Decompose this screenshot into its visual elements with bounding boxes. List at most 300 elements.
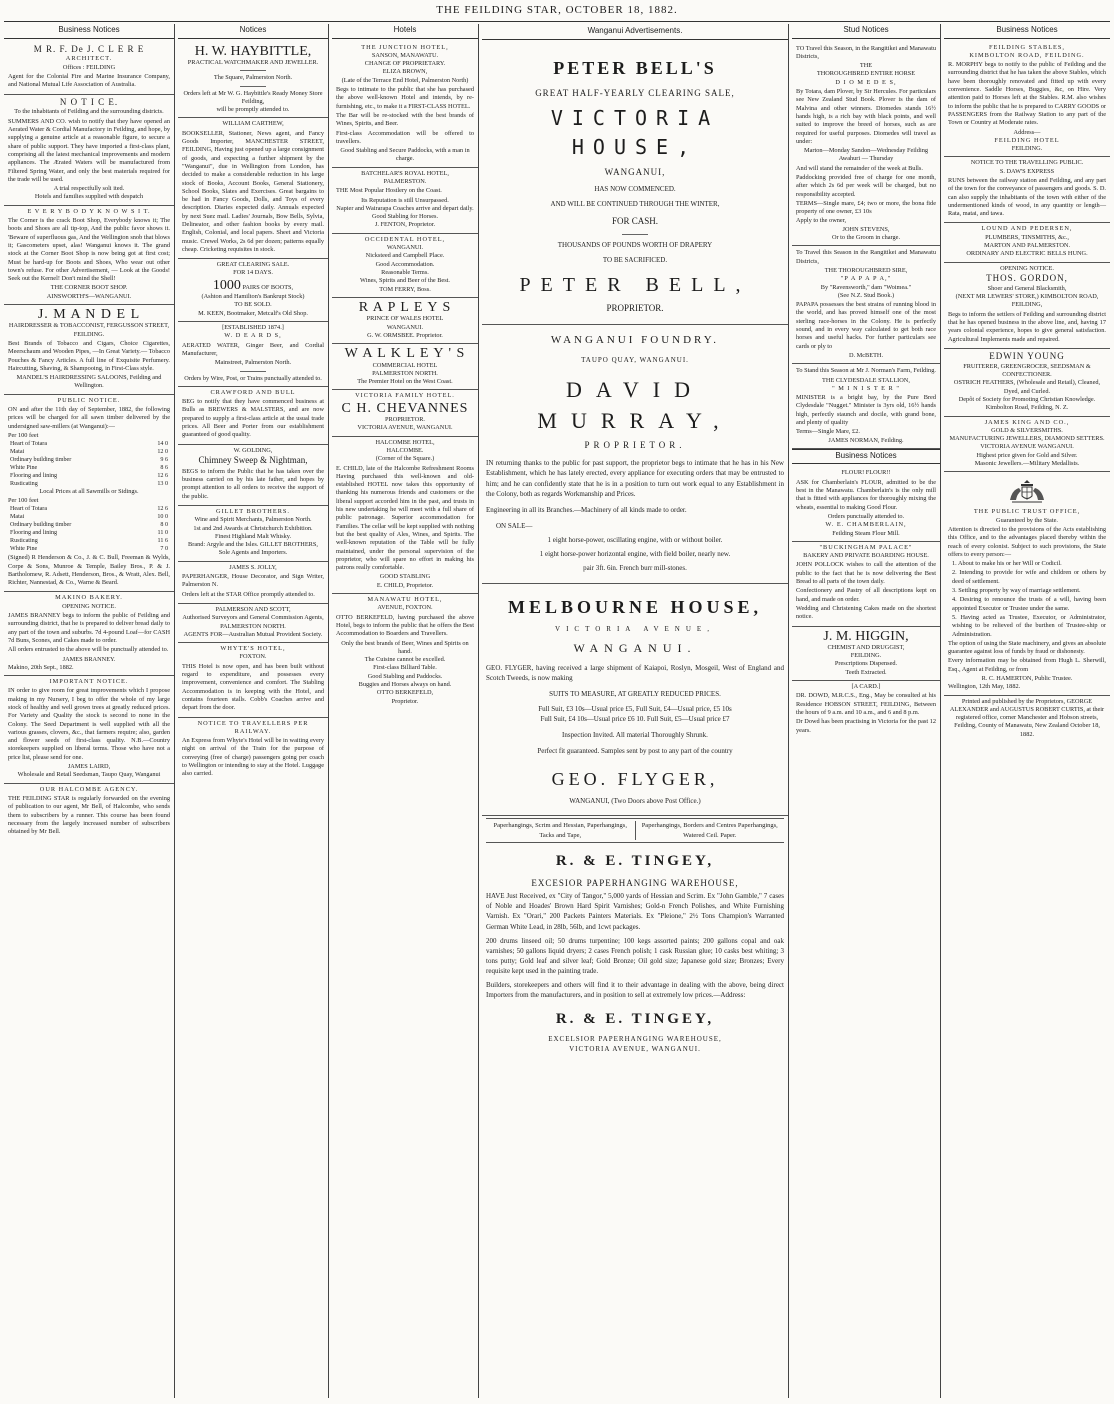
price-row — [8, 440, 170, 448]
timber-price-table-b — [8, 505, 170, 553]
ad-subtitle: PROPRIETOR. — [385, 416, 425, 424]
ad-signature: OTTO BERKEFELD, — [376, 689, 434, 697]
trust-list — [948, 560, 1106, 639]
royal-coat-of-arms-icon — [1004, 476, 1050, 506]
sale-item: pair 3ft. 6in. French burr mill-stones. — [583, 564, 687, 573]
ad-signature: JOHN STEVENS, — [842, 225, 890, 233]
price-item: Matai — [10, 449, 25, 456]
ad-line: THE CORNER BOOT SHOP. — [50, 284, 128, 292]
ad-signature: D. McBETH. — [848, 351, 884, 359]
ad-line: PALMERSTON NORTH. — [372, 369, 438, 377]
ad-buckingham — [792, 542, 940, 627]
ad-signature: R. C. HAMERTON, Public Trustee. — [981, 675, 1073, 682]
price-row — [8, 505, 170, 513]
ad-body: GEO. FLYGER, having received a large shipment of Kaiapoi, Roslyn, Mosgeil, West of England and Scotch Tweeds, is now making — [486, 664, 784, 683]
column-subheading: Business Notices — [792, 449, 940, 465]
ad-line: Wines, Spirits and Beer of the Best. — [360, 277, 450, 285]
ad-body: PAPAPA possesses the best strains of running blood in the world, and has proved himself one of the most sterling race-horses in the Colony. He is perfectly sound, and in every way calculated to get both race horses and useful hacks. For further particulars see cards or ply to — [796, 301, 936, 350]
ad-line: The Bar will be re-stocked with the best brands of Wines, Spirits, and Beer. — [336, 111, 474, 128]
ad-body: BEGS to inform the Public that he has taken over the business carried on by his late father, and hopes by prompt attention to all orders to receive the support of the public. — [182, 467, 324, 500]
ad-subtitle: CHEMIST AND DRUGGIST, — [827, 643, 905, 651]
sale-item: 1 eight horse-power horizontal engine, with field boiler, nearly new. — [539, 550, 731, 559]
ad-public-trust — [944, 472, 1110, 695]
ad-minister — [792, 364, 940, 449]
ad-subtitle: PALMERSTON. — [383, 178, 427, 185]
ad-body: THIS Hotel is now open, and has been built without regard to expenditure, and possesses every improvement, convenience and comfort. The Stabling Accommodation is in keeping with the Hotel, and contains fourteen stalls. Cobb's Coaches arrive and depart from the door. — [182, 662, 324, 712]
ad-title: LOUND AND PEDERSEN, — [981, 225, 1073, 233]
ad-subtitle: THE CLYDESDALE STALLION, — [822, 376, 910, 384]
ad-title: J. M A N D E L — [37, 307, 141, 323]
ad-title: MAKINO BAKERY. — [55, 594, 123, 602]
ad-occidental — [332, 234, 478, 298]
ad-line: A trial respectfully soli ited. — [53, 185, 125, 193]
ad-line: All orders entrusted to the above will be punctually attended to. — [8, 646, 169, 654]
ad-manawatu-hotel — [332, 594, 478, 709]
ad-batchelar — [332, 168, 478, 234]
ad-line: Reasonable Terms. — [381, 268, 429, 276]
ad-body: JAMES BRANNEY begs to inform the public of Feilding and surrounding district, that he is prepared to deliver bread daily to any part of the town and suburbs. 7d 4-pound Loaf—for CASH 7d Buns, Scones, and Cakes made to order. — [8, 612, 170, 644]
ad-line: VICTORIA AVENUE, WANGANUI. — [357, 424, 453, 432]
ad-wanganui-foundry — [482, 325, 788, 583]
ad-signature: J. FENTON, Proprietor. — [374, 221, 436, 229]
ad-line: Teeth Extracted. — [845, 668, 887, 676]
ad-line: Good Stabling and Paddocks. — [367, 672, 443, 680]
ad-signature: G. W. ORMSBEE. Proprietor. — [367, 331, 443, 339]
column-hotels — [332, 24, 479, 1398]
ad-line: MARTON AND PALMERSTON. — [983, 242, 1071, 250]
ad-title: DAVID MURRAY, — [537, 376, 733, 434]
ad-body: Attention is directed to the provisions of the Acts establishing this Office, and to the advantages placed thereby within the reach of every colonist. Subject to such provisions, the State offers to every person:— — [948, 525, 1106, 558]
ad-line: TO BE SACRIFICED. — [602, 256, 668, 265]
ad-line: Only the best brands of Beer, Wines and Spirits on hand. — [341, 639, 469, 655]
ad-line: Kimbolton Road, Feilding, N. Z. — [985, 404, 1069, 412]
ad-line: (NEXT MR LEWERS' STORE,) KIMBOLTON ROAD, FEILDING, — [955, 293, 1099, 309]
ad-title: NOTICE TO THE TRAVELLING PUBLIC. — [970, 159, 1084, 167]
ad-line: 1st and 2nd Awards at Christchurch Exhibition. — [193, 524, 313, 532]
ad-title: PUBLIC NOTICE. — [57, 396, 121, 404]
price-heading: Per 100 feet — [8, 431, 39, 439]
divider — [622, 234, 648, 235]
ad-body: JOHN POLLOCK wishes to call the attention of the public to the fact that he is now delivering the Best Bread to all parts of the town daily. — [796, 561, 936, 586]
ad-body: RUNS between the railway station and Feilding, and any part of the town for the conveyance of passengers and goods. S. D. can also supply the inhabitants of the town with either of the undermentioned kinds of wood, in any quantity or length—Rata, matai, and tawa. — [948, 177, 1106, 218]
ad-summers — [4, 95, 174, 206]
ad-chevannes — [332, 390, 478, 436]
ad-title: FLOUR! FLOUR!! — [841, 469, 891, 477]
ad-line: Perfect fit guaranteed. Samples sent by post to any part of the country — [537, 747, 733, 756]
price-row — [8, 472, 170, 480]
ad-title: WHYTE'S HOTEL, — [220, 645, 286, 653]
ad-title: BATCHELAR'S ROYAL HOTEL, — [361, 169, 449, 177]
ad-title: R A P L E Y S — [358, 299, 452, 315]
ad-line: WANGANUI. — [573, 640, 697, 655]
ad-subtitle: THE THOROUGHBRED SIRE, — [824, 266, 908, 274]
price-value: 9 6 — [160, 457, 168, 464]
ad-body: BEG to notify that they have commenced business at Bulls as BREWERS & MALSTERS, and are now prepared to supply a first-class article at the usual trade prices. All Beer and Porter from our establishment guaranteed of good quality. — [182, 398, 324, 439]
ad-subtitle: BAKERY AND PRIVATE BOARDING HOUSE. — [803, 552, 929, 560]
ad-title: WANGANUI FOUNDRY. — [550, 334, 720, 347]
ad-body: MINISTER is a bright bay, by the Pure Bred Clydesdale "Nugget." Minister is 3yrs old, 16½ hands high, perfectly staunch and docile, with grand bone, and plenty of quality — [796, 394, 936, 427]
ad-line: (Late of the Terrace End Hotel, Palmerston North) — [341, 76, 469, 84]
price-item: Ordinary building timber — [10, 522, 72, 529]
ad-line: Engineering in all its Branches.—Machinery of all kinds made to order. — [486, 505, 687, 514]
ad-line: (See N.Z. Stud Book.) — [837, 291, 895, 299]
ad-title: E V E R Y B O D Y K N O W S I T. — [27, 207, 151, 215]
ad-body: Builders, storekeepers and others will find it to their advantage in dealing with the above, being direct Importers from the manufacturers, and in position to sell at extremely low prices.—Address: — [486, 981, 784, 1000]
ad-line: Its Reputation is still Unsurpassed. — [361, 196, 449, 204]
ad-line: AGENTS FOR—Australian Mutual Provident Society. — [183, 630, 323, 638]
ad-title: FEILDING STABLES, — [989, 43, 1065, 51]
ad-public-notice — [4, 395, 174, 593]
price-row — [8, 545, 170, 553]
ad-body: Begs to intimate to the public that she has purchased the above well-known Hotel and intends, by re-furnishing, etc., to make it a FIRST-CLASS HOTEL. — [336, 86, 474, 110]
imprint-text: Printed and published by the Proprietors, GEORGE ALEXANDER and AUGUSTUS ROBERT CURTIS, at their registered office, corner Manchester and Hobson streets, Feilding, County of Manawatu, New Zealand October 18, 1882. — [949, 697, 1105, 738]
ad-title: M R. F. De J. C L E R E — [33, 43, 145, 54]
ad-subtitle: GREAT HALF-YEARLY CLEARING SALE, — [535, 87, 735, 98]
ad-body: THE FEILDING STAR is regularly forwarded on the evening of publication to our agent, Mr Bell, of Halcombe, who sends them to subscribers by a runner. This course has been found necessary from the largely increased number of subscribers obtained by Mr Bell. — [8, 794, 170, 836]
travel-schedule: Marton—Monday Sandon—Wednesday Feilding Awahuri — Thursday — [803, 147, 929, 163]
ad-line: Proprietor. — [391, 697, 419, 705]
ad-body: AERATED WATER, Ginger Beer, and Cordial Manufacturer, — [182, 341, 324, 357]
ad-line: Or to the Groom in charge. — [831, 234, 901, 242]
ad-line: Good Stabling and Secure Paddocks, with a man in charge. — [340, 147, 470, 163]
price-heading: Per 100 feet — [8, 496, 39, 504]
ad-body: The option of using the State machinery, and gives an absolute guarantee against loss of funds by fraud or dishonesty. — [948, 639, 1106, 656]
signatories: (Signed) R Henderson & Co., J. & C. Bull, Freeman & Wylds, Corpe & Sons, Munroe & Temple, Bailey Bros., P. & J. Bartholomew, R. Adsett, Henderson, Bros., & Wratt, Alex. Bell, Richter, Nannestad, & Co., Warne & Beard. — [8, 554, 170, 587]
ad-subtitle: PRACTICAL WATCHMAKER AND JEWELLER. — [187, 58, 319, 66]
ad-line: FEILDING HOTEL — [994, 136, 1060, 144]
ad-line: Napier and Wairarapa Coaches arrive and depart daily. — [336, 204, 474, 212]
ad-line: VICTORIA AVENUE, WANGANUI. — [569, 1045, 701, 1054]
ad-line: THE — [859, 62, 873, 70]
ad-line: Confectionery and Pastry of all descriptions kept on hand, and made on order. — [796, 587, 936, 603]
ad-line: Orders left at the STAR Office promptly attended to. — [182, 590, 315, 598]
suit-prices: Full Suit, £3 10s—Usual price £5, Full Suit, £4—Usual price, £5 10s — [538, 704, 732, 713]
ad-title: " M I N I S T E R " — [832, 384, 900, 392]
ad-title: MELBOURNE HOUSE, — [507, 596, 763, 617]
imprint — [944, 696, 1110, 742]
ad-papapa — [792, 246, 940, 364]
ad-subtitle: Authorised Surveyors and General Commission Agents, PALMERSTON NORTH. — [182, 614, 324, 630]
ad-line: Depôt of Society for Promoting Christian Knowledge. — [958, 395, 1096, 403]
ad-higgin — [792, 627, 940, 682]
ad-line: HAS NOW COMMENCED. — [594, 184, 676, 193]
ad-body: ASK for Chamberlain's FLOUR, admitted to be the best in the Manawatu. Chamberlain's is the only mill that is fitted with appliances for thoroughly mixing the wheats, essential to making Good Flour. — [796, 478, 936, 511]
ad-title: D I O M E D E S, — [835, 78, 897, 86]
ad-subtitle: HAIRDRESSER & TOBACCONIST, FERGUSSON STREET, FEILDING. — [8, 322, 170, 338]
ad-mandel — [4, 305, 174, 395]
ad-title: W. D E A R D S, — [224, 332, 282, 340]
ad-line: Nicksteed and Campbell Place. — [365, 252, 445, 260]
ad-line: PROPRIETOR. — [584, 440, 686, 451]
ad-title: VICTORIA FAMILY HOTEL. — [355, 392, 455, 400]
ad-line: ORDINARY AND ELECTRIC BELLS HUNG. — [966, 250, 1088, 258]
ad-edwin-young — [944, 349, 1110, 417]
ad-subtitle: COMMERCIAL HOTEL — [372, 361, 438, 369]
column-heading: Notices — [178, 24, 328, 39]
ad-subtitle: GOLD & SILVERSMITHS. — [991, 426, 1063, 434]
ad-body: DR. DOWD, M.R.C.S., Eng., May be consulted at his Residence HOBSON STREET, FEILDING, Between the hours of 9 a.m. and 10 a.m., and 6 and 8 p.m. — [796, 692, 936, 716]
column-business-notices-1 — [4, 24, 175, 1398]
ad-title: EDWIN YOUNG — [989, 350, 1065, 361]
column-wanganui-advertisements — [482, 24, 789, 1398]
ad-body: Agent for the Colonial Fire and Marine Insurance Company, and National Mutual Life Association of Australia. — [8, 73, 170, 89]
ad-signature: GEO. FLYGER, — [551, 769, 719, 790]
ad-title: MANAWATU HOTEL, — [367, 596, 443, 604]
ad-signature: JAMES BRANNEY. — [62, 655, 116, 663]
ad-line: Buggies and Horses always on hand. — [358, 681, 452, 689]
ad-line: FOR CASH. — [611, 216, 658, 227]
ad-carthew — [178, 118, 328, 259]
divider — [240, 70, 266, 71]
ad-line: Dr Dowd has been practising in Victoria for the past 12 years. — [796, 718, 936, 734]
sale-item: PAIRS OF BOOTS, — [242, 283, 294, 291]
ad-line: AND WILL BE CONTINUED THROUGH THE WINTER, — [550, 199, 720, 208]
ad-line: First-class Accommodation will be offered to travellers. — [336, 129, 474, 145]
column-notices — [178, 24, 329, 1398]
price-value: 12 6 — [157, 506, 168, 513]
ad-subtitle: KIMBOLTON ROAD, FEILDING. — [969, 51, 1085, 59]
ad-line: Paddocking provided free of charge for one month, after which 2s 6d per week will be charged, but no responsibility accepted. — [796, 174, 936, 198]
ad-line: OPENING NOTICE. — [1000, 264, 1054, 272]
ad-gillet — [178, 506, 328, 562]
ad-line: By "Ravensworth," dam "Woimea." — [820, 283, 912, 291]
price-item: Matai — [10, 514, 25, 521]
ad-line: Terms—Single Mare, £2. — [796, 428, 860, 436]
ad-line: First-class Billiard Table. — [373, 664, 437, 672]
column-heading: Stud Notices — [792, 24, 940, 39]
ad-line: Good Stabling for Horses. — [371, 213, 439, 221]
ad-daws-express — [944, 157, 1110, 223]
ad-subtitle: Offices : FEILDING — [62, 63, 116, 71]
ad-crawford — [178, 387, 328, 445]
ad-line: PROPRIETOR. — [606, 303, 664, 314]
price-value: 11 6 — [157, 538, 168, 545]
ad-line: Hotels and families supplied with despatch — [34, 193, 144, 201]
ad-line: Wedding and Christening Cakes made on the shortest notice. — [796, 604, 936, 621]
ad-line: Masonic Jewellers.—Military Medallists. — [974, 460, 1080, 468]
ad-body: The Corner is the crack Boot Shop, Everybody knows it; The boots and Shoes are all tip-top, And the public favor shows it. 'Beware of superfluous gas, And the Wellington snob that blows it; Gascometers upset, alas! Wanganui knows it. The grand stock at the Corner Boot Shop is now being got at first cost; Must be hard-up for Boots and Shoes, Who wear out other town's refuse. For other Advertisement, — Look at the Goods! Seek out the Kernel! Don't mind the Shell! — [8, 217, 170, 283]
ad-signature: R. & E. TINGEY, — [555, 1010, 715, 1027]
ad-title: OUR HALCOMBE AGENCY. — [39, 785, 139, 793]
ad-tingey — [482, 816, 788, 1057]
price-row — [8, 456, 170, 464]
ad-title: N O T I C E. — [59, 96, 119, 107]
price-item: Heart of Totara — [10, 506, 48, 513]
ad-lound-pedersen — [944, 223, 1110, 262]
ad-title: H. W. HAYBITTLE, — [194, 43, 312, 59]
ad-line: Finest Highland Malt Whisky. — [214, 532, 292, 540]
ad-body: OTTO BERKEFELD, having purchased the above Hotel, begs to inform the public that he offers the Best Accommodation to Boarders and Travellers. — [336, 613, 474, 638]
ad-subtitle: THOROUGHBRED ENTIRE HORSE — [816, 70, 916, 78]
price-value: 7 0 — [160, 546, 168, 553]
ad-james-king — [944, 417, 1110, 473]
ad-everybody — [4, 206, 174, 305]
ad-title: R. & E. TINGEY, — [555, 853, 715, 870]
ad-line: WANGANUI. — [386, 323, 424, 331]
ad-subtitle: EXCESIOR PAPERHANGING WAREHOUSE, — [531, 878, 739, 889]
ad-title: PALMERSON AND SCOTT, — [215, 605, 291, 613]
price-value: 8 0 — [160, 522, 168, 529]
list-item: 1. About to make his or her Will or Codicil. — [952, 560, 1062, 568]
ad-line: THOUSANDS OF POUNDS WORTH OF DRAPERY — [557, 241, 713, 250]
ad-line: ELIZA BROWN, — [382, 68, 428, 76]
ad-line: MANDEL'S HAIRDRESSING SALOONS, Feilding and Wellington. — [16, 374, 162, 390]
sale-quantity: 1000 — [212, 277, 241, 293]
list-item: 2. Intending to provide for wife and children or others by deed of settlement. — [952, 569, 1106, 585]
timber-price-table-a — [8, 440, 170, 488]
price-value: 12 6 — [157, 473, 168, 480]
price-row — [8, 529, 170, 537]
ad-title: C H. CHEVANNES — [341, 400, 469, 416]
ad-diomedes — [792, 42, 940, 247]
ad-body: ON and after the 11th day of September, 1882, the following prices will be charged for all sawn timber delivered by the undersigned saw-millers (at Wanganui):— — [8, 406, 170, 430]
ad-title: W A L K L E Y ' S — [344, 346, 466, 362]
price-item: White Pine — [10, 546, 38, 553]
ad-travellers-railway — [178, 718, 328, 783]
ad-title: OCCIDENTAL HOTEL, — [364, 235, 446, 243]
ad-subtitle: WANGANUI. — [386, 244, 424, 252]
ad-subtitle: Chimney Sweep & Nightman, — [198, 454, 308, 465]
ad-line: WANGANUI, (Two Doors above Post Office.) — [569, 797, 701, 806]
ad-title: WILLIAM CARTHEW, — [222, 120, 284, 128]
ad-body: BOOKSELLER, Stationer, News agent, and Fancy Goods Importer, MANCHESTER STREET, FEILDING, Having just opened up a large consignment of goods, and expecting a further shipment by the "Wanganui", due in Wellington from London, has decided to make a considerable reduction in his large stock of Books, Account Books, General Stationery, School Books, Slates and Exercises. Great bargains to be had in Fancy Goods, Dolls, and Toys of every description. Diaries expected daily. Annuals expected by next Suez mail. Ladies' Journals, Bow Bells, Sylvia, Delineator, and other fashion books by every mail. English, Colonial, and local papers. Sheet and Victoria music. Crewel Works, 2s 6d per dozen; patterns equally cheap. Cricketing requisites in stock. — [182, 129, 324, 253]
ad-line: FEILDING. — [1011, 145, 1043, 153]
ad-body: PAPERHANGER, House Decorator, and Sign Writer, Palmerston N. — [182, 573, 324, 589]
ad-signature: M. KEEN, Bootmaker, Metcalf's Old Shop. — [198, 309, 308, 317]
price-value: 14 0 — [157, 441, 168, 448]
ad-halcombe-hotel — [332, 437, 478, 594]
price-value: 10 0 — [157, 514, 168, 521]
suit-prices: Full Suit, £4 10s—Usual price £6 10. Full Suit, £5—Usual price £7 — [540, 714, 730, 723]
ad-title: THE PUBLIC TRUST OFFICE, — [973, 508, 1081, 516]
ad-line: will be promptly attended to. — [216, 106, 290, 114]
ad-body: HAVE Just Received, ex "City of Tangor," 5,000 yards of Hessian and Scrim. Ex "John Gamble," 7 cases of Noble and Hoades' Brown Hard Spirit Varnishes; Gold-n French Polishes, and White Furnishing Varnish. Ex "Orari," 200 Packets Painters Materials. Ex "Pleione," 2½ Tons Champion's Warranted German White Lead, in 28lb, 56lb, and 1cwt packages. — [486, 892, 784, 931]
ad-junction-hotel — [332, 42, 478, 168]
ad-line: Brand: Argyle and the Isles. GILLET BROTHERS, Sole Agents and Importers. — [188, 541, 318, 557]
ad-title: JAMES S. JOLLY, — [229, 563, 277, 571]
list-item: 3. Settling property by way of marriage settlement. — [952, 587, 1081, 595]
ad-keen — [178, 259, 328, 322]
ad-title: NOTICE TO TRAVELLERS PER RAILWAY. — [197, 719, 309, 735]
ad-line: Good Accommodation. — [375, 260, 435, 268]
ad-line: FEILDING. — [850, 652, 882, 660]
ad-subtitle: Guaranteed by the State. — [996, 516, 1058, 524]
ad-title: W. GOLDING, — [233, 446, 273, 454]
price-value: 13 0 — [157, 481, 168, 488]
ad-date: Makino, 20th Sept., 1882. — [8, 663, 74, 671]
ad-title: THE JUNCTION HOTEL, — [361, 43, 449, 51]
ad-body: An Express from Whyte's Hotel will be in waiting every night on arrival of the Train for the purpose of conveying (free of charge) passengers going per coach to Wellington or intending to stay at the Hotel. Luggage also carried. — [182, 737, 324, 778]
ad-title: CRAWFORD AND BULL — [210, 388, 296, 396]
price-item: Flooring and lining — [10, 473, 58, 480]
ad-dowd — [792, 681, 940, 739]
ad-line: The Square, Palmerston North. — [213, 74, 293, 82]
ad-line: [ESTABLISHED 1874.] — [222, 324, 284, 332]
ad-body: E. CHILD, late of the Halcombe Refreshment Rooms Having purchased this well-known and old-established HOTEL now takes this opportunity of thanking his numerous friends and customers or the liberal support accorded him in the past, and trusts in his new undertaking he will meet with a full share of public patronage. Superior accommodation for Families. The cellar will be kept supplied with nothing but the best quality of Ales, Wines, and Spirits. The well-known reputation of the Table will be fully maintained, under the personal supervision of the proprietor, who will spare no effort in making his patrons really comfortable. — [336, 464, 474, 572]
ad-body: THE Most Popular Hostlery on the Coast. — [336, 187, 442, 195]
ad-line: CHANGE OF PROPRIETARY. — [364, 60, 446, 68]
column-stud-notices — [792, 24, 941, 1398]
ad-line: AINSWORTH'S—WANGANUI. — [46, 292, 132, 300]
ad-title: IMPORTANT NOTICE. — [49, 678, 129, 686]
column-heading: Wanganui Advertisements. — [482, 24, 788, 40]
ad-body: To Stand this Season at Mr J. Norman's Farm, Feilding. — [796, 367, 936, 375]
ad-body: R. MORPHY begs to notify to the public of Feilding and the surrounding district that he has taken the above Stables, which have been thoroughly renovated and fitted up with every convenience. Saddle Horses, Buggies, &c, on Hire. Very attention paid to Horses left at the Stables. R.M. also wishes to inform the public that he is prepared to CARRY GOODS or PASSENGERS from the Railway Station to any part of the Town or Country at Moderate rates. — [948, 61, 1106, 127]
ad-golding — [178, 445, 328, 506]
price-item: Rusticating — [10, 538, 38, 545]
ad-line: Address— — [1013, 128, 1041, 136]
ad-line: [A CARD.] — [851, 683, 881, 691]
ad-subtitle: TAUPO QUAY, WANGANUI. — [581, 356, 689, 365]
ad-subtitle: VICTORIA AVENUE, — [555, 624, 715, 633]
ad-line: Orders left at Mr W. G. Haybittle's Ready Money Store Feilding, — [183, 89, 323, 105]
price-value: 12 0 — [157, 449, 168, 456]
ad-subtitle: FOR 14 DAYS. — [233, 269, 273, 277]
ad-line: Inspection Invited. All material Thoroughly Shrunk. — [562, 730, 708, 739]
ad-walkleys — [332, 344, 478, 390]
ad-subtitle: AVENUE, FOXTON. — [377, 604, 433, 612]
ad-palmerson — [178, 604, 328, 643]
column-heading: Hotels — [332, 24, 478, 39]
ad-line: Prescriptions Dispensed. — [834, 660, 898, 668]
paperhangings-left: Paperhangings, Scrim and Hessian, Paperhangings, Tacks and Tape, — [493, 822, 627, 839]
ad-title: "BUCKINGHAM PALACE" — [819, 543, 913, 551]
ad-body: Every information may be obtained from Hugh L. Sherwill, Esq., Agent at Feilding, or from — [948, 657, 1106, 673]
ad-line: Orders by Wire, Post, or Trains punctually attended to. — [184, 374, 322, 382]
ad-title: HALCOMBE HOTEL, — [375, 438, 435, 446]
ad-subtitle: ARCHITECT. — [65, 55, 113, 63]
price-item: Flooring and lining — [10, 530, 58, 537]
ad-title: PETER BELL'S — [553, 57, 717, 78]
ad-line: ON SALE— — [496, 522, 533, 531]
ad-haybittle — [178, 42, 328, 119]
ad-line: WANGANUI, — [604, 166, 666, 177]
ad-subtitle: FOXTON. — [239, 653, 267, 661]
ad-line: OSTRICH FEATHERS, (Wholesale and Retail), Cleaned, Dyed, and Curled. — [953, 379, 1101, 395]
ad-signature: E. CHILD, Proprietor. — [376, 581, 434, 589]
column-heading: Business Notices — [4, 24, 174, 39]
ad-feilding-stables — [944, 42, 1110, 158]
price-item: Rusticating — [10, 481, 38, 488]
ad-body: IN order to give room for great improvements which I propose making in my Nursery, I beg to offer the whole of my large stock of healthy and well grown trees at greatly reduced prices. For Variety and Quality the stock is second to none in the Colony. The Seed Department is well supplied with all the various grasses, clovers, &c., that farmers require; also, garden and flower seeds of first-class quality. N.B.—Country storekeepers supplied on liberal terms. Those who have not a price list, please send for one. — [8, 687, 170, 761]
ad-signature: PETER BELL, — [519, 274, 751, 297]
ad-peter-bell — [482, 43, 788, 326]
column-heading: Business Notices — [944, 24, 1110, 39]
ad-line: And will stand the remainder of the week at Bulls. — [796, 164, 923, 172]
ad-makino — [4, 592, 174, 676]
ad-title: THOS. GORDON, — [986, 272, 1068, 283]
ad-body: To Travel this Season in the Rangitikei and Manawatu Districts, — [796, 249, 936, 265]
ad-title: GREAT CLEARING SALE. — [216, 261, 290, 269]
ad-laird — [4, 676, 174, 784]
price-row — [8, 513, 170, 521]
ad-date: Wellington, 12th May, 1882. — [948, 683, 1021, 691]
ad-body: SUMMERS AND CO. wish to notify that they have opened an Aerated Water & Cordial Manufactory in Feilding, and hope, by supplying a genuine article at a reasonable figure, to secure a share of public support. They have imported a first-class plant, comprising all the latest mechanical improvements and modern appliances. The Ærated Waters will be manufactured from Filtered Spring Water, and only the best materials required for the trade will be used. — [8, 117, 170, 183]
price-row — [8, 537, 170, 545]
ad-line: EXCELSIOR PAPERHANGING WAREHOUSE, — [548, 1035, 722, 1044]
ad-subtitle: To the inhabitants of Feilding and the surrounding districts. — [14, 108, 164, 116]
ad-subtitle: Shoer and General Blacksmith, — [987, 284, 1067, 292]
ad-leclere — [4, 42, 174, 95]
ad-line: The Cuisine cannot be excelled. — [364, 656, 446, 664]
ad-subtitle: SANSON, MANAWATU. — [371, 51, 439, 59]
top-rule — [4, 21, 1110, 22]
ad-line: The Premier Hotel on the West Coast. — [357, 378, 453, 386]
ad-line: Highest price given for Gold and Silver. — [976, 451, 1078, 459]
ad-line: MANUFACTURING JEWELLERS, DIAMOND SETTERS. — [949, 435, 1105, 443]
ad-signature: JAMES NORMAN, Feilding. — [828, 436, 904, 444]
ad-line: Orders punctually attended to. — [827, 512, 905, 520]
